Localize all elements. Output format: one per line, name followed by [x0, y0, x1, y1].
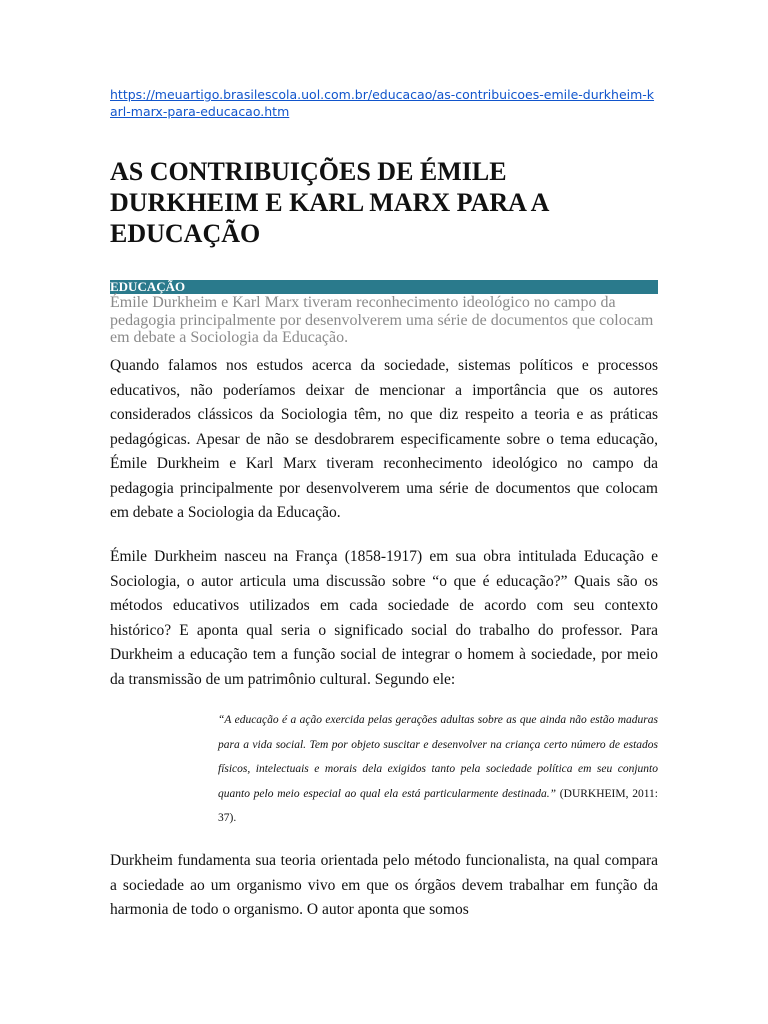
article-lead: Émile Durkheim e Karl Marx tiveram reconhecimento ideológico no campo da pedagogia principalmente por desenvolverem uma série de documentos que colocam em debate a Sociologia da Educação.: [110, 294, 654, 346]
quote-text: “A educação é a ação exercida pelas gerações adultas sobre as que ainda não estão maduras para a vida social. Tem por objeto suscitar e desenvolver na criança certo número de estados físicos, intelectuais e morais dela exigidos tanto pela sociedade política em seu conjunto quanto pelo meio especial ao qual ela está particularmente destinada.”: [218, 714, 658, 800]
article-title: AS CONTRIBUIÇÕES DE ÉMILE DURKHEIM E KARL MARX PARA A EDUCAÇÃO: [110, 157, 548, 248]
quote-citation: (DURKHEIM, 2011: 37).: [218, 787, 658, 824]
paragraph-intro: Quando falamos nos estudos acerca da sociedade, sistemas políticos e processos educativos, não poderíamos deixar de mencionar a importância que os autores considerados clássicos da Sociologia têm, no que diz respeito a teoria e as práticas pedagógicas. Apesar de não se desdobrarem especificamente sobre o tema educação, Émile Durkheim e Karl Marx tiveram reconhecimento ideológico no campo da pedagogia principalmente por desenvolverem uma série de documentos que colocam em debate a Sociologia da Educação.: [110, 357, 658, 521]
category-label: EDUCAÇÃO: [110, 280, 658, 294]
paragraph-durkheim: Émile Durkheim nasceu na França (1858-1917) em sua obra intitulada Educação e Sociologia, o autor articula uma discussão sobre “o que é educação?” Quais são os métodos educativos utilizados em cada sociedade de acordo com seu contexto histórico? E aponta qual seria o significado social do trabalho do professor. Para Durkheim a educação tem a função social de integrar o homem à sociedade, por meio da transmissão de um patrimônio cultural. Segundo ele:: [110, 548, 658, 688]
paragraph-functionalism: Durkheim fundamenta sua teoria orientada pelo método funcionalista, na qual compara a sociedade ao um organismo vivo em que os órgãos devem trabalhar em função da harmonia de todo o organismo. O autor aponta que somos: [110, 852, 658, 918]
block-quote: [218, 708, 658, 831]
source-link[interactable]: https://meuartigo.brasilescola.uol.com.br/educacao/as-contribuicoes-emile-durkheim-karl-marx-para-educacao.htm: [110, 87, 655, 119]
